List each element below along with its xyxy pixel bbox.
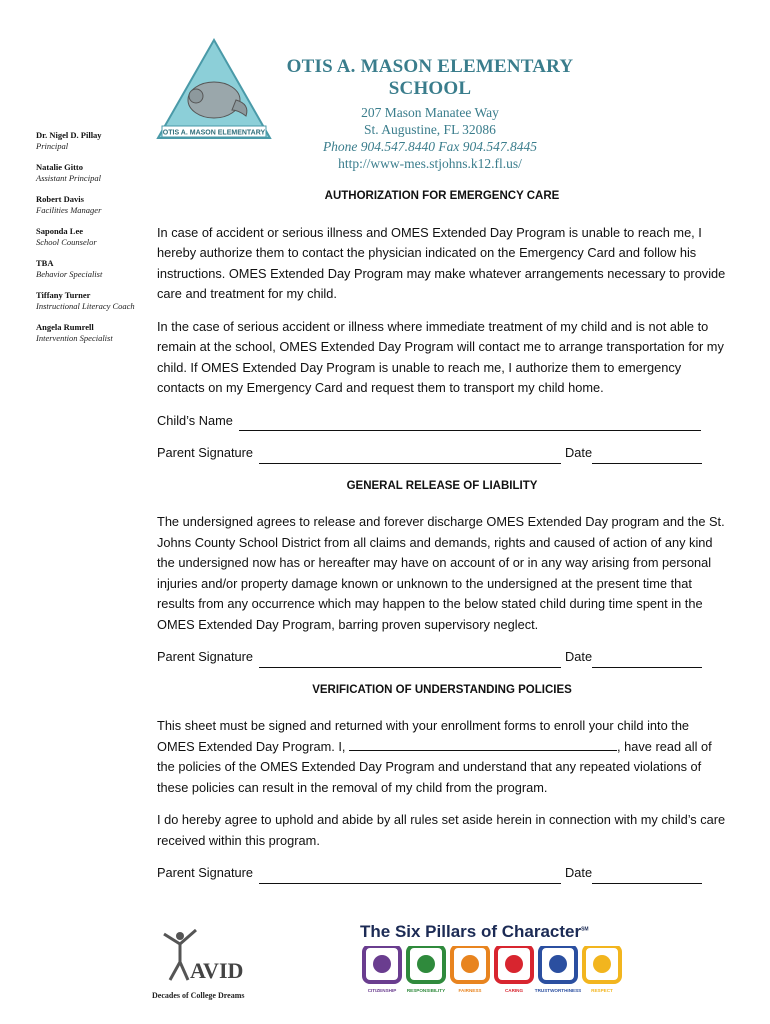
parent-signature-field[interactable] <box>259 449 561 464</box>
pillar-label: CITIZENSHIP <box>367 988 397 993</box>
staff-role: Principal <box>36 141 69 151</box>
pillar-trustworthiness <box>535 946 581 993</box>
avid-tagline: Decades of College Dreams <box>152 991 245 1000</box>
date-label: Date <box>565 649 593 664</box>
parent-signature-line-2 <box>157 647 727 668</box>
form-body <box>157 186 727 896</box>
auth-paragraph-2: In the case of serious accident or illness where immediate treatment of my child and is not able to remain at the school, OMES Extended Day Program will contact me to arrange transportation for my child. If OMES Extended Day Program is unable to reach me, I authorize them to emergency contacts on my Emergency Card and request them to transport my child home. <box>157 318 724 395</box>
pillar-label: FAIRNESS <box>458 988 482 993</box>
parent-signature-line-1 <box>157 443 727 464</box>
child-name-line <box>157 411 727 432</box>
address-line-2: St. Augustine, FL 32086 <box>364 122 496 137</box>
pillar-label: RESPECT <box>591 988 613 993</box>
parent-signature-label: Parent Signature <box>157 445 254 460</box>
pillar-symbol-icon <box>417 955 435 973</box>
pillar-fairness <box>452 946 488 993</box>
staff-entry <box>36 258 148 280</box>
date-field[interactable] <box>592 653 702 668</box>
parent-signature-field[interactable] <box>259 653 561 668</box>
staff-role: Behavior Specialist <box>36 269 103 279</box>
staff-name: Natalie Gitto <box>36 162 83 172</box>
auth-paragraph-1: In case of accident or serious illness and OMES Extended Day Program is unable to reach me, I hereby authorize them to contact the physician indicated on the Emergency Card and follow his instructions. OMES Extended Day Program may make whatever arrangements necessary to provide care and treatment for my child. <box>157 224 726 301</box>
verify-paragraph-2: I do hereby agree to uphold and abide by all rules set aside herein in connection with my child’s care received within this program. <box>157 812 726 848</box>
staff-name: TBA <box>36 258 54 268</box>
verify-text-a: This sheet must be signed and returned with your enrollment forms to enroll your child into the OMES Extended Day Program. I, <box>157 718 690 754</box>
pillars-title-text: The Six Pillars of Character <box>360 922 582 941</box>
staff-role: School Counselor <box>36 237 97 247</box>
school-header <box>280 56 580 172</box>
verify-paragraph-1 <box>157 716 727 798</box>
school-name: OTIS A. MASON ELEMENTARY SCHOOL <box>286 56 574 99</box>
pillar-symbol-icon <box>549 955 567 973</box>
auth-heading: AUTHORIZATION FOR EMERGENCY CARE <box>324 190 560 202</box>
staff-entry <box>36 226 148 248</box>
pillar-symbol-icon <box>505 955 523 973</box>
pillar-responsibility <box>407 946 445 993</box>
pillars-icons <box>360 946 630 996</box>
release-heading: GENERAL RELEASE OF LIABILITY <box>346 479 538 492</box>
logo-text: OTIS A. MASON ELEMENTARY <box>162 129 266 137</box>
pillar-caring <box>496 946 532 993</box>
parent-signature-line-3 <box>157 863 727 884</box>
parent-signature-label: Parent Signature <box>157 865 254 880</box>
release-paragraph: The undersigned agrees to release and forever discharge OMES Extended Day program and the St. Johns County School District from all claims and demands, rights and caused of action of any kind the undersigned now has or hereafter may have on account of or in any way arising from personal injuries and/or property damage known or unknown to the undersigned at the present time that results from any occurrence which may happen to the below stated child during time spent in the OMES Extended Day Program, barring proven supervisory neglect. <box>157 514 725 632</box>
child-name-label: Child’s Name <box>157 412 233 428</box>
six-pillars-logo <box>360 922 640 1002</box>
avid-text: AVID <box>190 958 244 983</box>
date-label: Date <box>565 865 593 880</box>
staff-name: Tiffany Turner <box>36 290 91 300</box>
verify-text-b: , have read all of the policies of the OMES Extended Day Program and understand that any repeated violations of these policies can result in the removal of my child from the program. <box>157 738 712 795</box>
date-label: Date <box>565 445 593 460</box>
staff-entry <box>36 194 148 216</box>
pillar-label: CARING <box>504 988 524 993</box>
staff-role: Instructional Literacy Coach <box>36 301 135 311</box>
pillar-symbol-icon <box>593 955 611 973</box>
staff-entry <box>36 322 148 344</box>
staff-name: Saponda Lee <box>36 226 83 236</box>
staff-role: Intervention Specialist <box>36 333 113 343</box>
verify-heading: VERIFICATION OF UNDERSTANDING POLICIES <box>312 683 572 696</box>
phone-fax: Phone 904.547.8440 Fax 904.547.8445 <box>322 139 538 154</box>
pillar-symbol-icon <box>373 955 391 973</box>
pillar-symbol-icon <box>461 955 479 973</box>
school-website[interactable]: http://www-mes.stjohns.k12.fl.us/ <box>338 156 522 171</box>
pillar-label: TRUSTWORTHINESS <box>534 988 582 993</box>
staff-role: Facilities Manager <box>36 205 102 215</box>
staff-entry <box>36 130 148 152</box>
staff-entry <box>36 162 148 184</box>
staff-entry <box>36 290 148 312</box>
pillar-citizenship <box>364 946 400 993</box>
pillars-sm-mark: SM <box>581 926 589 933</box>
staff-name: Robert Davis <box>36 194 84 204</box>
date-field[interactable] <box>592 869 702 884</box>
pillar-label: RESPONSIBILITY <box>406 988 446 993</box>
address-line-1: 207 Mason Manatee Way <box>361 105 499 120</box>
staff-role: Assistant Principal <box>36 173 101 183</box>
avid-logo <box>150 922 260 1002</box>
date-field[interactable] <box>592 449 702 464</box>
parent-signature-label: Parent Signature <box>157 649 254 664</box>
staff-name: Dr. Nigel D. Pillay <box>36 130 102 140</box>
school-logo <box>156 38 272 142</box>
staff-sidebar <box>36 130 148 354</box>
pillar-respect <box>584 946 620 993</box>
parent-name-field[interactable] <box>349 738 617 751</box>
parent-signature-field[interactable] <box>259 869 561 884</box>
staff-name: Angela Rumrell <box>36 322 94 332</box>
pillars-title <box>360 922 640 942</box>
child-name-field[interactable] <box>239 416 701 431</box>
